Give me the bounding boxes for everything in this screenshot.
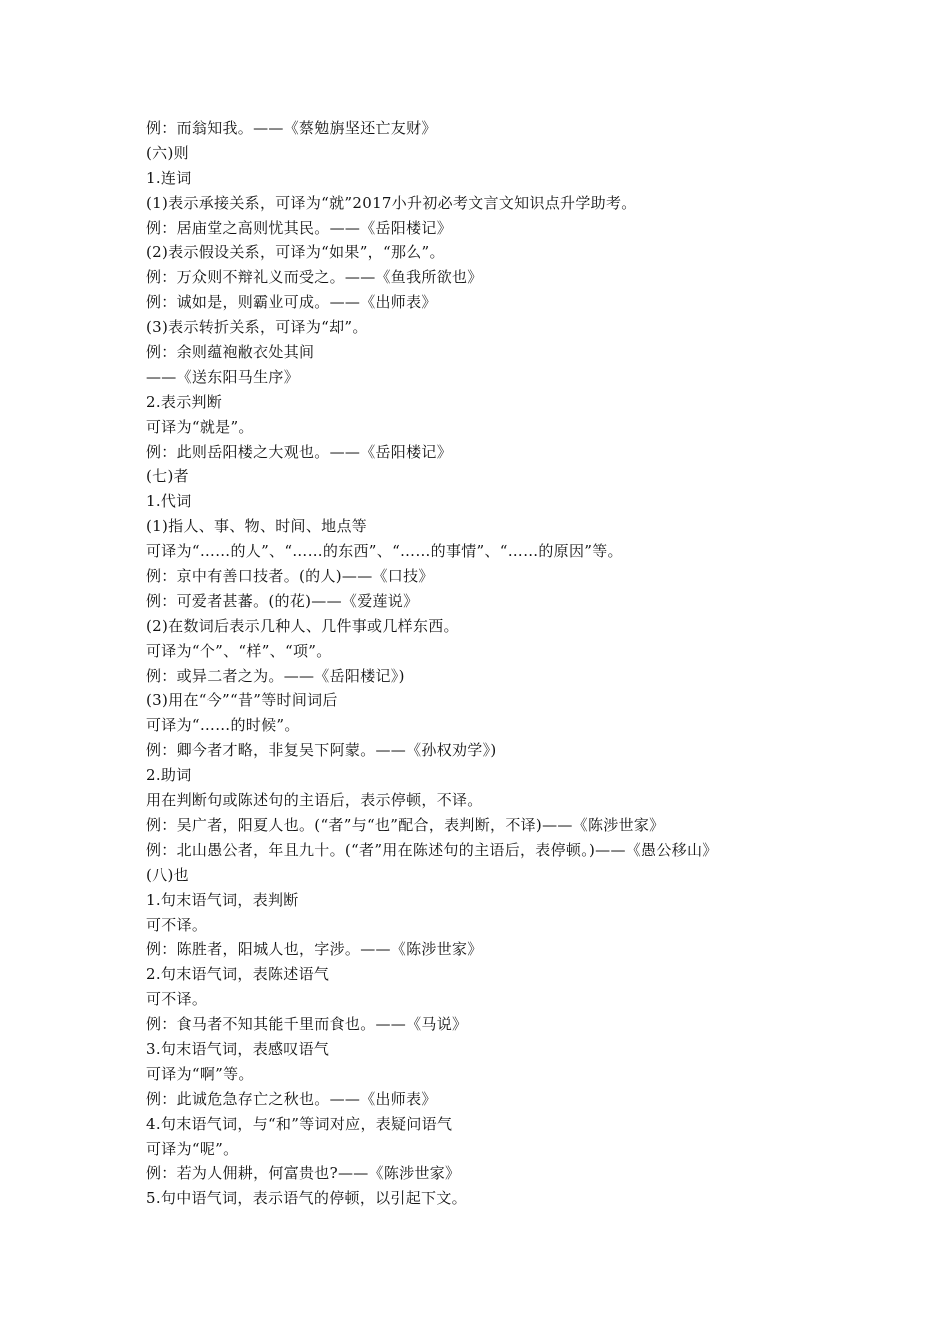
subsection-heading: 4.句末语气词，与“和”等词对应，表疑问语气 [146, 1114, 453, 1133]
document-body [146, 116, 926, 1211]
text-line: 可译为“啊”等。 [146, 1064, 254, 1083]
section-heading: (七)者 [146, 467, 189, 486]
text-line: (3)用在“今”“昔”等时间词后 [146, 691, 338, 710]
text-line: 例：而翁知我。——《蔡勉旃坚还亡友财》 [146, 119, 437, 137]
text-line: (3)表示转折关系，可译为“却”。 [146, 318, 368, 337]
text-line: 可译为“就是”。 [146, 417, 254, 436]
text-line: 可译为“呢”。 [146, 1139, 239, 1158]
example-line: 例：陈胜者，阳城人也，字涉。——《陈涉世家》 [146, 940, 483, 959]
example-line: 例：余则蕴袍敝衣处其间 [146, 343, 315, 362]
subsection-heading: 1.句末语气词，表判断 [146, 890, 299, 909]
example-line: 例：此诚危急存亡之秋也。——《出师表》 [146, 1089, 437, 1108]
example-line: 例：或异二者之为。——《岳阳楼记》) [146, 666, 405, 685]
example-line: 例：可爱者甚蕃。(的花)——《爱莲说》 [146, 591, 419, 610]
text-line: (1)指人、事、物、时间、地点等 [146, 517, 368, 536]
example-line: 例：京中有善口技者。(的人)——《口技》 [146, 567, 434, 586]
text-line: 可不译。 [146, 915, 208, 934]
example-line: 例：食马者不知其能千里而食也。——《马说》 [146, 1015, 468, 1034]
section-heading: (八)也 [146, 865, 189, 884]
subsection-heading: 3.句末语气词，表感叹语气 [146, 1039, 330, 1058]
example-line: 例：吴广者，阳夏人也。(“者”与“也”配合，表判断，不译)——《陈涉世家》 [146, 815, 665, 834]
text-line: 可译为“……的人”、“……的东西”、“……的事情”、“……的原因”等。 [146, 542, 623, 561]
subsection-heading: 2.表示判断 [146, 392, 223, 411]
subsection-heading: 2.句末语气词，表陈述语气 [146, 965, 330, 984]
text-line: (1)表示承接关系，可译为“就”2017小升初必考文言文知识点升学助考。 [146, 193, 637, 212]
source-line: ——《送东阳马生序》 [146, 367, 300, 386]
example-line: 例：诚如是，则霸业可成。——《出师表》 [146, 293, 437, 312]
subsection-heading: 1.代词 [146, 492, 192, 511]
text-line: (2)在数词后表示几种人、几件事或几样东西。 [146, 616, 459, 635]
example-line: 例：若为人佣耕，何富贵也?——《陈涉世家》 [146, 1164, 461, 1183]
text-line: 可不译。 [146, 990, 208, 1009]
example-line: 例：卿今者才略，非复吴下阿蒙。——《孙权劝学》) [146, 741, 497, 760]
example-line: 例：居庙堂之高则忧其民。——《岳阳楼记》 [146, 218, 453, 237]
section-heading: (六)则 [146, 143, 189, 162]
subsection-heading: 5.句中语气词，表示语气的停顿，以引起下文。 [146, 1189, 467, 1208]
text-line: 可译为“个”、“样”、“项”。 [146, 641, 332, 660]
text-line: 用在判断句或陈述句的主语后，表示停顿，不译。 [146, 791, 483, 810]
text-line: 可译为“……的时候”。 [146, 716, 300, 735]
example-line: 例：万众则不辩礼义而受之。——《鱼我所欲也》 [146, 268, 483, 287]
example-line: 例：此则岳阳楼之大观也。——《岳阳楼记》 [146, 442, 453, 461]
subsection-heading: 1.连词 [146, 168, 192, 187]
subsection-heading: 2.助词 [146, 766, 192, 785]
text-line: (2)表示假设关系，可译为“如果”，“那么”。 [146, 243, 445, 262]
example-line: 例：北山愚公者，年且九十。(“者”用在陈述句的主语后，表停顿。)——《愚公移山》 [146, 840, 718, 859]
